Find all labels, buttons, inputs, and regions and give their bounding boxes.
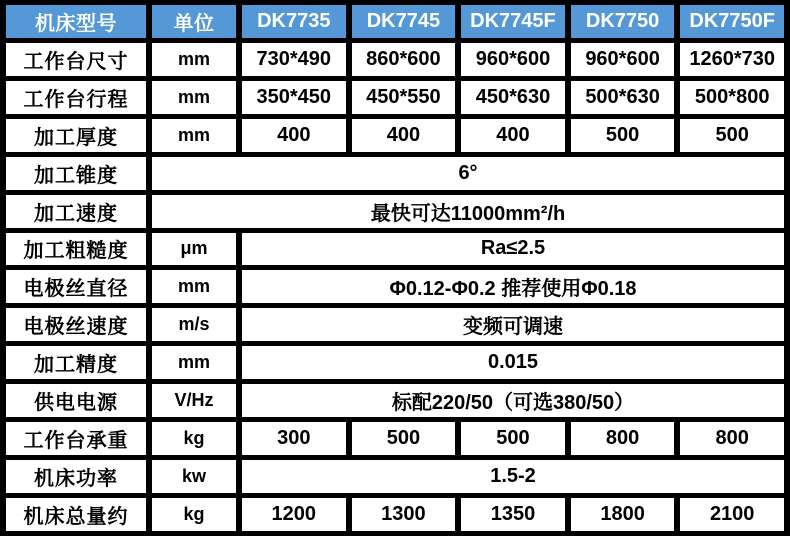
spec-row-worktable-size — [6, 43, 784, 76]
row-label: 机床总量约 — [6, 498, 146, 531]
row-label: 电极丝速度 — [6, 308, 146, 341]
value-cell: 400 — [461, 119, 565, 152]
spec-row-cutting-speed — [6, 195, 784, 228]
row-unit: kg — [152, 422, 236, 455]
spec-row-worktable-travel — [6, 81, 784, 114]
value-cell: 500*630 — [571, 81, 675, 114]
row-label: 供电电源 — [6, 384, 146, 417]
row-unit: mm — [152, 270, 236, 303]
spec-row-machine-power — [6, 460, 784, 493]
header-unit-label: 单位 — [152, 5, 236, 38]
value-cell: 730*490 — [242, 43, 346, 76]
row-label: 机床功率 — [6, 460, 146, 493]
merged-value-cell: 6° — [152, 157, 784, 190]
value-cell: 500 — [352, 422, 456, 455]
merged-value-cell: 最快可达11000mm²/h — [152, 195, 784, 228]
row-unit: kw — [152, 460, 236, 493]
row-label: 加工速度 — [6, 195, 146, 228]
value-cell: 500 — [461, 422, 565, 455]
row-label: 加工精度 — [6, 346, 146, 379]
value-cell: 1260*730 — [680, 43, 784, 76]
value-cell: 960*600 — [461, 43, 565, 76]
merged-value-cell: 1.5-2 — [242, 460, 784, 493]
value-cell: 450*630 — [461, 81, 565, 114]
value-cell: 2100 — [680, 498, 784, 531]
spec-row-load-capacity — [6, 422, 784, 455]
value-cell: 500*800 — [680, 81, 784, 114]
spec-row-cutting-thickness — [6, 119, 784, 152]
value-cell: 860*600 — [352, 43, 456, 76]
merged-value-cell: Φ0.12-Φ0.2 推荐使用Φ0.18 — [242, 270, 784, 303]
row-unit: mm — [152, 119, 236, 152]
model-column-header-dk7750: DK7750 — [571, 5, 675, 38]
model-column-header-dk7745: DK7745 — [352, 5, 456, 38]
row-label: 工作台尺寸 — [6, 43, 146, 76]
row-label: 工作台行程 — [6, 81, 146, 114]
merged-value-cell: 0.015 — [242, 346, 784, 379]
value-cell: 1300 — [352, 498, 456, 531]
spec-row-roughness — [6, 233, 784, 266]
model-column-header-dk7745f: DK7745F — [461, 5, 565, 38]
merged-value-cell: 标配220/50（可选380/50） — [242, 384, 784, 417]
row-label: 加工粗糙度 — [6, 233, 146, 266]
row-unit: mm — [152, 43, 236, 76]
value-cell: 500 — [680, 119, 784, 152]
model-column-header-dk7750f: DK7750F — [680, 5, 784, 38]
row-unit: V/Hz — [152, 384, 236, 417]
header-row — [6, 5, 784, 38]
row-unit: mm — [152, 346, 236, 379]
value-cell: 450*550 — [352, 81, 456, 114]
merged-value-cell: 变频可调速 — [242, 308, 784, 341]
value-cell: 1200 — [242, 498, 346, 531]
row-unit: μm — [152, 233, 236, 266]
spec-row-precision — [6, 346, 784, 379]
spec-row-wire-diameter — [6, 270, 784, 303]
value-cell: 960*600 — [571, 43, 675, 76]
value-cell: 500 — [571, 119, 675, 152]
value-cell: 400 — [242, 119, 346, 152]
spec-row-wire-speed — [6, 308, 784, 341]
row-label: 加工厚度 — [6, 119, 146, 152]
model-column-header-dk7735: DK7735 — [242, 5, 346, 38]
row-label: 工作台承重 — [6, 422, 146, 455]
value-cell: 1350 — [461, 498, 565, 531]
merged-value-cell: Ra≤2.5 — [242, 233, 784, 266]
row-unit: kg — [152, 498, 236, 531]
spec-row-power-supply — [6, 384, 784, 417]
spec-row-machine-weight — [6, 498, 784, 531]
value-cell: 350*450 — [242, 81, 346, 114]
row-label: 加工锥度 — [6, 157, 146, 190]
value-cell: 800 — [571, 422, 675, 455]
value-cell: 800 — [680, 422, 784, 455]
row-label: 电极丝直径 — [6, 270, 146, 303]
value-cell: 400 — [352, 119, 456, 152]
value-cell: 300 — [242, 422, 346, 455]
value-cell: 1800 — [571, 498, 675, 531]
header-model-label: 机床型号 — [6, 5, 146, 38]
row-unit: m/s — [152, 308, 236, 341]
spec-row-taper — [6, 157, 784, 190]
row-unit: mm — [152, 81, 236, 114]
